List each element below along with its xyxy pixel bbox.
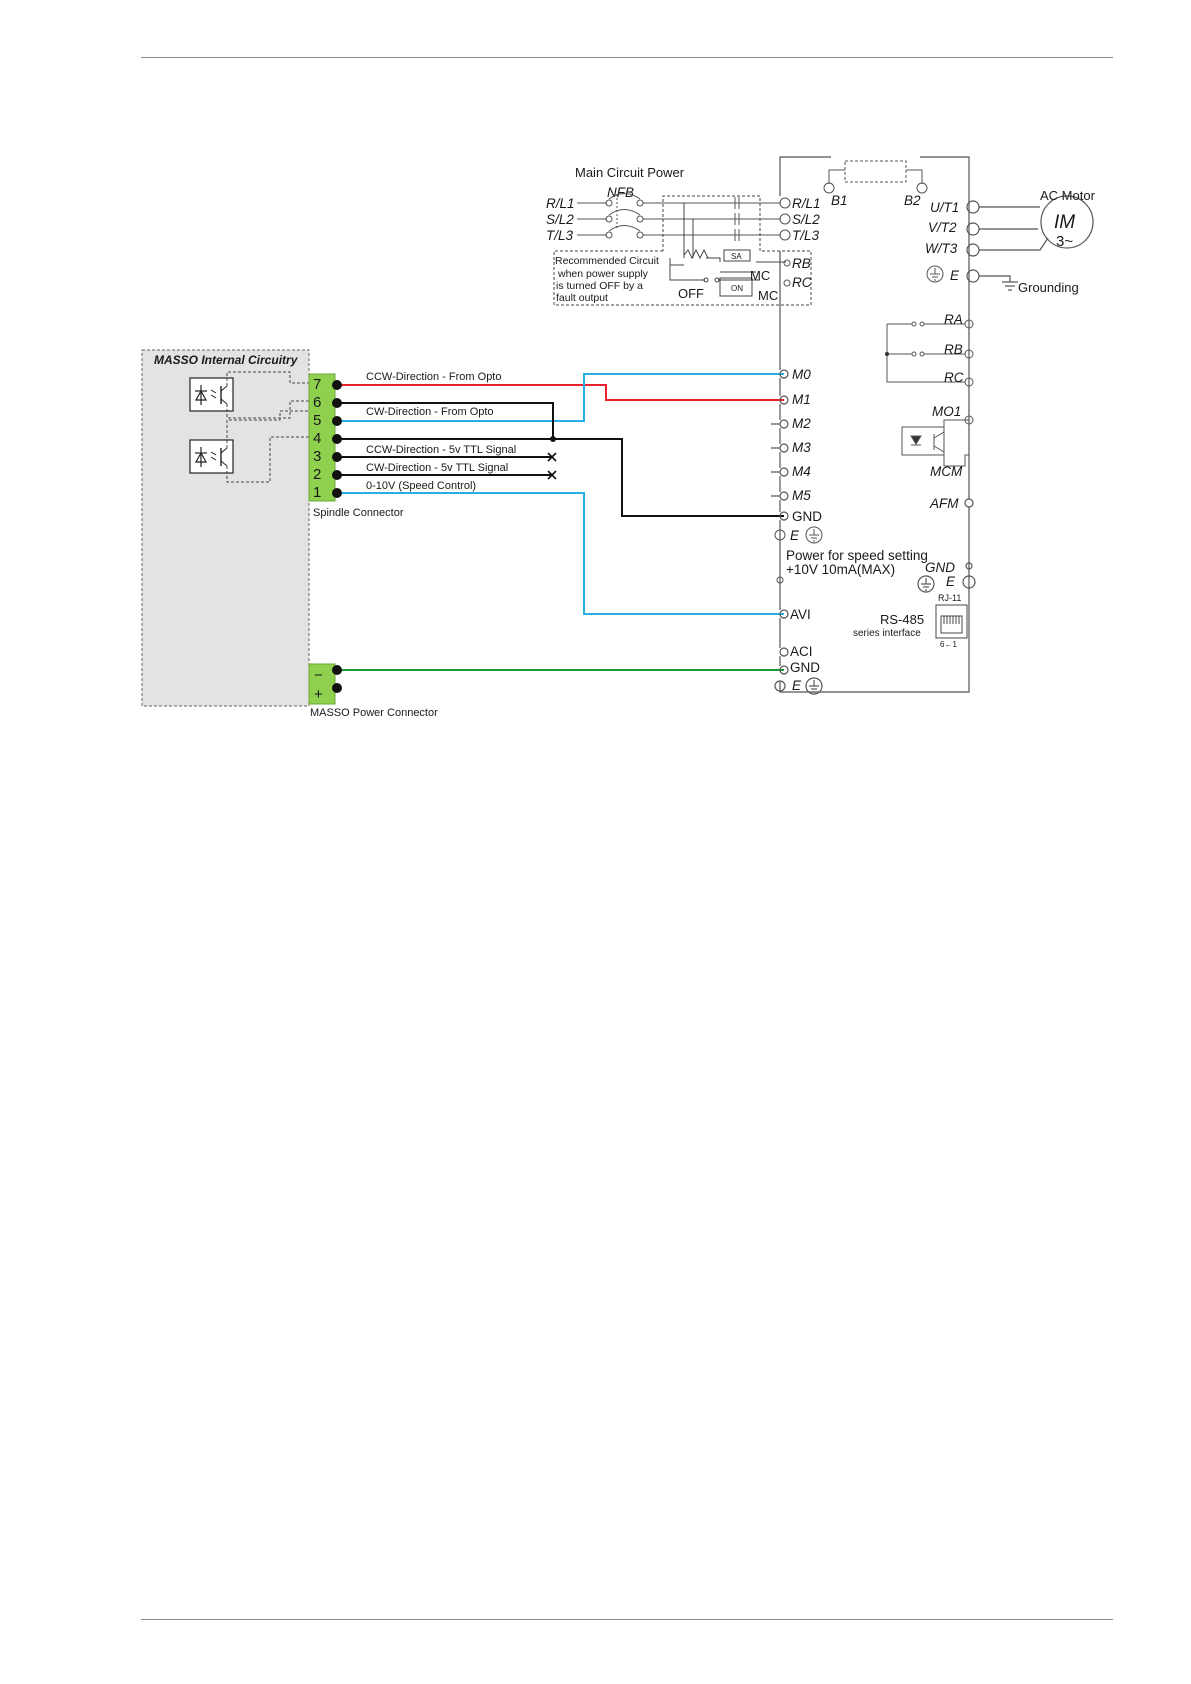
drive-input-terminals [780,198,790,240]
label-m1: M1 [792,392,811,407]
label-power-speed-2: +10V 10mA(MAX) [786,562,896,577]
pin-3: 3 [313,448,322,465]
wire-blue-speed [337,493,784,614]
label-off: OFF [678,286,704,301]
label-afm: AFM [930,496,959,511]
label-rs485: RS-485 [880,612,925,627]
label-speed: 0-10V (Speed Control) [366,480,477,492]
power-connector-label: MASSO Power Connector [310,707,438,719]
label-ccw-opto: CCW-Direction - From Opto [366,371,502,383]
label-cw-ttl: CW-Direction - 5v TTL Signal [366,462,509,474]
label-mc-1: MC [750,268,771,283]
label-mo1: MO1 [932,404,962,419]
label-cw-opto: CW-Direction - From Opto [366,406,494,418]
svg-text:RB: RB [944,342,963,357]
nfb-breaker [577,194,781,242]
output-terminals [967,196,1093,290]
label-gnd-bottom: GND [790,660,820,675]
svg-text:W/T3: W/T3 [925,241,958,256]
label-mc-2: MC [758,288,779,303]
drive-input-labels [792,196,821,243]
label-pins-61: 6←1 [940,640,957,649]
wires [337,374,784,670]
relay-junction [885,352,889,356]
label-m5: M5 [792,488,811,503]
svg-text:RA: RA [944,312,963,327]
label-e-ground: E [950,268,960,283]
ground-icon-1 [927,266,943,282]
spindle-connector-label: Spindle Connector [313,507,404,519]
mo1-output [902,416,973,466]
label-m2: M2 [792,416,811,431]
label-series-interface: series interface [853,628,921,639]
label-e-2: E [790,528,800,543]
label-rc-top: RC [792,275,812,290]
label-avi: AVI [790,607,811,622]
label-rb-top: RB [792,256,811,271]
pin-2: 2 [313,466,322,483]
label-e-bottom: E [792,678,802,693]
svg-text:RC: RC [944,370,964,385]
label-b1: B1 [831,193,848,208]
brake-resistor [824,161,927,193]
pin-7: 7 [313,376,322,393]
svg-text:R/L1: R/L1 [546,196,575,211]
spindle-pin-labels [313,376,321,501]
rb-rc-terminals [784,260,790,286]
label-on: ON [731,284,743,293]
output-labels [925,200,959,256]
masso-title: MASSO Internal Circuitry [154,353,298,367]
svg-text:S/L2: S/L2 [546,212,574,227]
pin-6: 6 [313,394,322,411]
pin-5: 5 [313,412,322,429]
label-m0: M0 [792,367,811,382]
power-pin-plus: + [314,686,323,703]
pin-1: 1 [313,484,322,501]
label-e-right: E [946,574,956,589]
label-ac-motor: AC Motor [1040,188,1095,203]
wire-labels [366,371,516,492]
label-grounding: Grounding [1018,280,1079,295]
pin-4: 4 [313,430,322,447]
power-pin-minus: − [314,667,323,684]
main-circuit-power: Main Circuit Power [575,165,685,180]
relay-labels [944,312,964,385]
svg-text:fault output: fault output [556,292,608,304]
label-rj11: RJ-11 [938,593,962,603]
label-nfb: NFB [607,185,634,200]
wire-red-ccw [337,385,784,400]
label-aci: ACI [790,644,813,659]
label-b2: B2 [904,193,921,208]
connection-dots [332,380,556,693]
svg-text:T/L3: T/L3 [792,228,820,243]
footer-rule [141,1619,1113,1620]
label-gnd-right: GND [925,560,955,575]
label-m3: M3 [792,440,811,455]
svg-text:T/L3: T/L3 [546,228,574,243]
svg-text:S/L2: S/L2 [792,212,820,227]
label-motor-phase: 3~ [1056,233,1074,250]
label-power-speed-1: Power for speed setting [786,548,928,563]
label-mcm: MCM [930,464,963,479]
svg-text:R/L1: R/L1 [792,196,821,211]
input-phase-labels [546,196,575,243]
label-ccw-ttl: CCW-Direction - 5v TTL Signal [366,444,517,456]
label-gnd-1: GND [792,509,822,524]
svg-text:Recommended Circuit: Recommended Circuit [555,255,659,267]
afm-terminal [965,499,973,507]
label-sa: SA [731,252,742,261]
label-motor-im: IM [1054,212,1076,233]
svg-text:is turned OFF by a: is turned OFF by a [556,280,643,292]
label-m4: M4 [792,464,811,479]
recommended-circuit-text [555,255,659,304]
input-labels [792,367,811,503]
svg-text:when power supply: when power supply [558,268,648,280]
svg-text:U/T1: U/T1 [930,200,960,215]
rj11-port-icon [936,605,967,638]
svg-text:V/T2: V/T2 [928,220,957,235]
